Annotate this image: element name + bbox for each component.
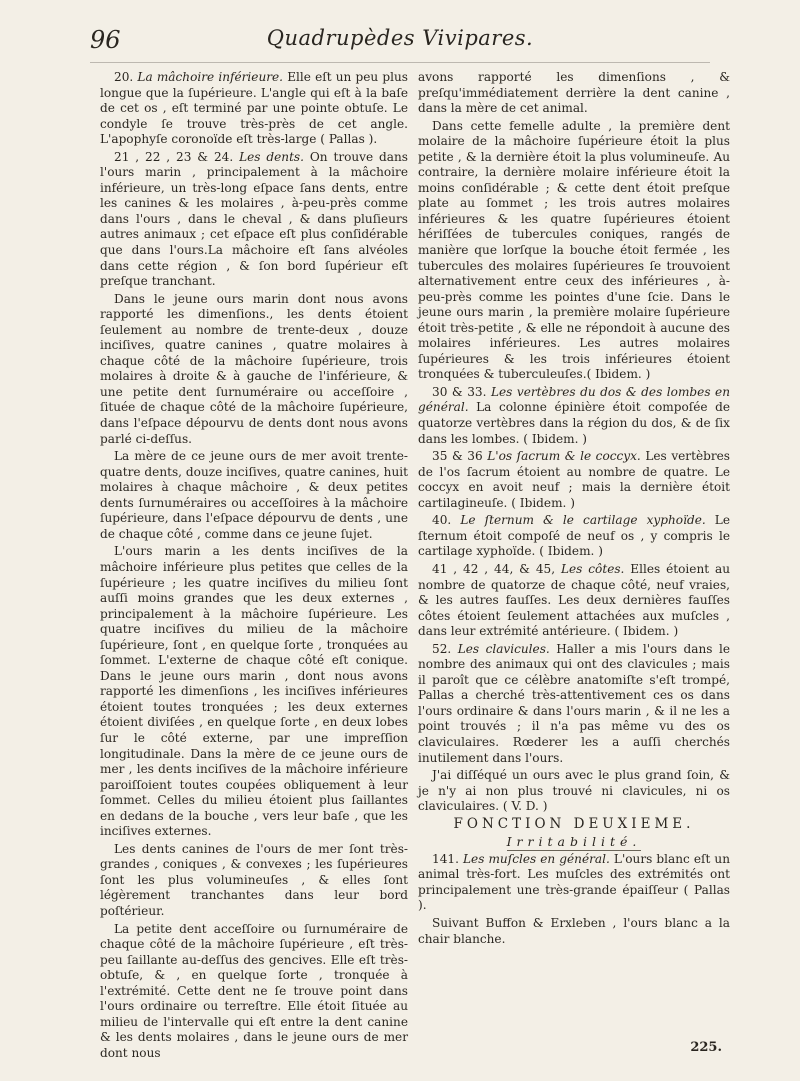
- paragraph: [418, 852, 730, 914]
- paragraph-heading: Les clavicules.: [457, 641, 550, 656]
- paragraph-heading: L'os ſacrum & le coccyx.: [487, 449, 641, 464]
- page-header: [90, 22, 710, 62]
- paragraph-text: Elle eſt un peu plus longue que la ſupérieure. L'angle qui eſt à la baſe de cet os , eſt terminé par une pointe obtuſe. Le condyle ſe trouve très-près de cet angle. L'apophyſe coronoïde eſt très-large ( Pallas ).: [100, 70, 408, 147]
- paragraph-number: 20.: [114, 70, 138, 84]
- left-column: [100, 70, 408, 1063]
- paragraph: [418, 513, 730, 560]
- paragraph-text: Suivant Buffon & Erxleben , l'ours blanc a la chair blanche.: [418, 915, 730, 946]
- paragraph-number: 52.: [432, 641, 458, 656]
- paragraph: [100, 922, 408, 1062]
- paragraph-number: 21 , 22 , 23 & 24.: [114, 149, 240, 164]
- paragraph: [418, 449, 730, 511]
- paragraph: [418, 70, 730, 117]
- paragraph: [100, 842, 408, 920]
- section-subheading: Irritabilité.: [506, 834, 642, 850]
- paragraph-text: Les vertèbres de l'os ſacrum étoient au nombre de quatre. Le coccyx en avoit neuf ; mais la dernière étoit cartilagineuſe. ( Ibidem. ): [418, 449, 730, 510]
- header-rule: [90, 62, 710, 63]
- paragraph-heading: Le ſternum & le cartilage xyphoïde.: [460, 513, 706, 528]
- paragraph: [100, 150, 408, 290]
- page-number: 96: [90, 26, 121, 54]
- paragraph-text: La colonne épinière étoit compoſée de quatorze vertèbres dans la région du dos, & de ſix dans les lombes. ( Ibidem. ): [418, 400, 730, 446]
- paragraph-text: Le ſternum étoit compoſé de neuf os , y compris le cartilage xyphoïde. ( Ibidem. ): [418, 513, 730, 559]
- paragraph-text: avons rapporté les dimenſions , & preſqu'immédiatement derrière la dent canine , dans la mère de cet animal.: [418, 70, 730, 116]
- paragraph-heading: La mâchoire inférieure.: [137, 70, 284, 84]
- paragraph-heading: Les dents.: [239, 149, 304, 164]
- paragraph-number: 40.: [432, 513, 461, 528]
- paragraph-number: 35 & 36: [432, 449, 488, 464]
- paragraph-text: La petite dent acceſſoire ou ſurnuméraire de chaque côté de la mâchoire ſupérieure , eſt très-peu ſaillante au-deſſus des gencives. Elle eſt très-obtuſe, & , en quelque ſorte , tronquée à l'extrémité. Cette dent ne ſe trouve point dans l'ours ordinaire ou terreſtre. Elle étoit ſituée au milieu de l'intervalle qui eſt entre la dent canine & les dents molaires , dans le jeune ours de mer dont nous: [100, 921, 408, 1060]
- section-heading: FONCTION DEUXIEME.: [453, 815, 695, 832]
- paragraph-heading: Les côtes.: [560, 561, 625, 576]
- paragraph: [418, 768, 730, 815]
- paragraph-text: Haller a mis l'ours dans le nombre des animaux qui ont des clavicules ; mais il paroît que ce célèbre anatomiſte s'eſt trompé, Pallas a cherché très-attentivement ces os dans l'ours ordinaire & dans l'ours marin , & il ne les a point trouvés ; il n'a pas même vu des os claviculaires. Rœderer les a auſſi cherchés inutilement dans l'ours.: [418, 641, 730, 765]
- paragraph-text: L'ours blanc eſt un animal très-fort. Les muſcles des extrémités ont principalement une très-grande épaiſſeur ( Pallas ).: [418, 851, 730, 913]
- right-column: [418, 70, 730, 949]
- signature-mark: 225.: [690, 1040, 722, 1055]
- paragraph-heading: Les muſcles en général.: [463, 851, 610, 866]
- paragraph-text: On trouve dans l'ours marin , principalement à la mâchoire inférieure, un très-long eſpace ſans dents, entre les canines & les molaires , à-peu-près comme dans l'ours , dans le cheval , & dans pluſieurs autres animaux ; cet eſpace eſt plus conſidérable que dans l'ours.La mâchoire eſt ſans alvéoles dans cette région , & ſon bord ſupérieur eſt preſque tranchant.: [100, 149, 409, 289]
- paragraph-text: J'ai diſſéqué un ours avec le plus grand ſoin, & je n'y ai non plus trouvé ni clavicules, ni os claviculaires. ( V. D. ): [418, 768, 730, 814]
- paragraph-number: 30 & 33.: [432, 384, 491, 399]
- paragraph: [100, 70, 408, 148]
- paragraph-text: Dans cette femelle adulte , la première dent molaire de la mâchoire ſupérieure étoit la plus petite , & la dernière étoit la plus volumineuſe. Au contraire, la dernière molaire inférieure étoit la moins conſidérable ; & cette dent étoit preſque plate au ſommet ; les trois autres molaires inférieures & les quatre ſupérieures étoient hériſſées de tubercules coniques, rangés de manière que lorſque la bouche étoit fermée , les tubercules des molaires ſupérieures ſe trouvoient alternativement entre ceux des inférieures , à-peu-près comme les pointes d'une ſcie. Dans le jeune ours marin , la première molaire ſupérieure étoit très-petite , & elle ne répondoit à aucune des molaires inférieures. Les autres molaires ſupérieures & les trois inférieures étoient tronquées & tuberculeuſes.( Ibidem. ): [418, 118, 730, 382]
- paragraph-heading: Les vertèbres du dos & des lombes en général.: [418, 384, 731, 415]
- paragraph: [100, 449, 408, 542]
- paragraph-text: L'ours marin a les dents inciſives de la mâchoire inférieure plus petites que celles de la ſupérieure ; les quatre inciſives du milieu ſont auſſi moins grandes que les deux externes , principalement à la mâchoire ſupérieure. Les quatre inciſives du milieu de la mâchoire ſupérieure, ſont , en quelque ſorte , tronquées au ſommet. L'externe de chaque côté eſt conique. Dans le jeune ours marin , dont nous avons rapporté les dimenſions , les inciſives inférieures étoient toutes tronquées ; les deux externes étoient diviſées , en quelque ſorte , en deux lobes ſur le côté externe, par une impreſſion longitudinale. Dans la mère de ce jeune ours de mer , les dents inciſives de la mâchoire inférieure paroiſſoient toutes coupées obliquement à leur ſommet. Celles du milieu étoient plus ſaillantes en dedans de la bouche , vers leur baſe , que les inciſives externes.: [100, 544, 408, 839]
- paragraph-number: 141.: [432, 851, 463, 866]
- paragraph: [418, 385, 730, 447]
- paragraph: [100, 544, 408, 839]
- paragraph-number: 41 , 42 , 44, & 45,: [432, 561, 561, 576]
- paragraph: [418, 916, 730, 947]
- paragraph-text: Les dents canines de l'ours de mer ſont très-grandes , coniques , & convexes ; les ſupérieures ſont les plus volumineuſes , & elles ſont légèrement tranchantes dans leur bord poſtérieur.: [100, 841, 408, 918]
- paragraph: [418, 562, 730, 640]
- paragraph: [100, 292, 408, 447]
- paragraph-text: Elles étoient au nombre de quatorze de chaque côté, neuf vraies, & les autres fauſſes. Les deux dernières fauſſes côtes étoient ſeulement attachées aux muſcles , dans leur extrémité antérieure. ( Ibidem. ): [418, 561, 730, 639]
- paragraph: [418, 119, 730, 383]
- running-title: Quadrupèdes Vivipares.: [266, 26, 534, 50]
- paragraph-text: La mère de ce jeune ours de mer avoit trente-quatre dents, douze inciſives, quatre canines, huit molaires à chaque mâchoire , & deux petites dents ſurnuméraires ou acceſſoires à la mâchoire ſupérieure, dans l'eſpace dépourvu de dents , une de chaque côté , comme dans ce jeune ſujet.: [100, 449, 408, 541]
- paragraph-text: Dans le jeune ours marin dont nous avons rapporté les dimenſions., les dents étoient ſeulement au nombre de trente-deux , douze inciſives, quatre canines , quatre molaires à chaque côté de la mâchoire ſupérieure, trois molaires à droite & à gauche de l'inférieure, & une petite dent ſurnuméraire ou acceſſoire , ſituée de chaque côté de la mâchoire ſupérieure, dans l'eſpace dépourvu de dents dont nous avons parlé ci-deſſus.: [100, 291, 408, 446]
- paragraph: [418, 642, 730, 766]
